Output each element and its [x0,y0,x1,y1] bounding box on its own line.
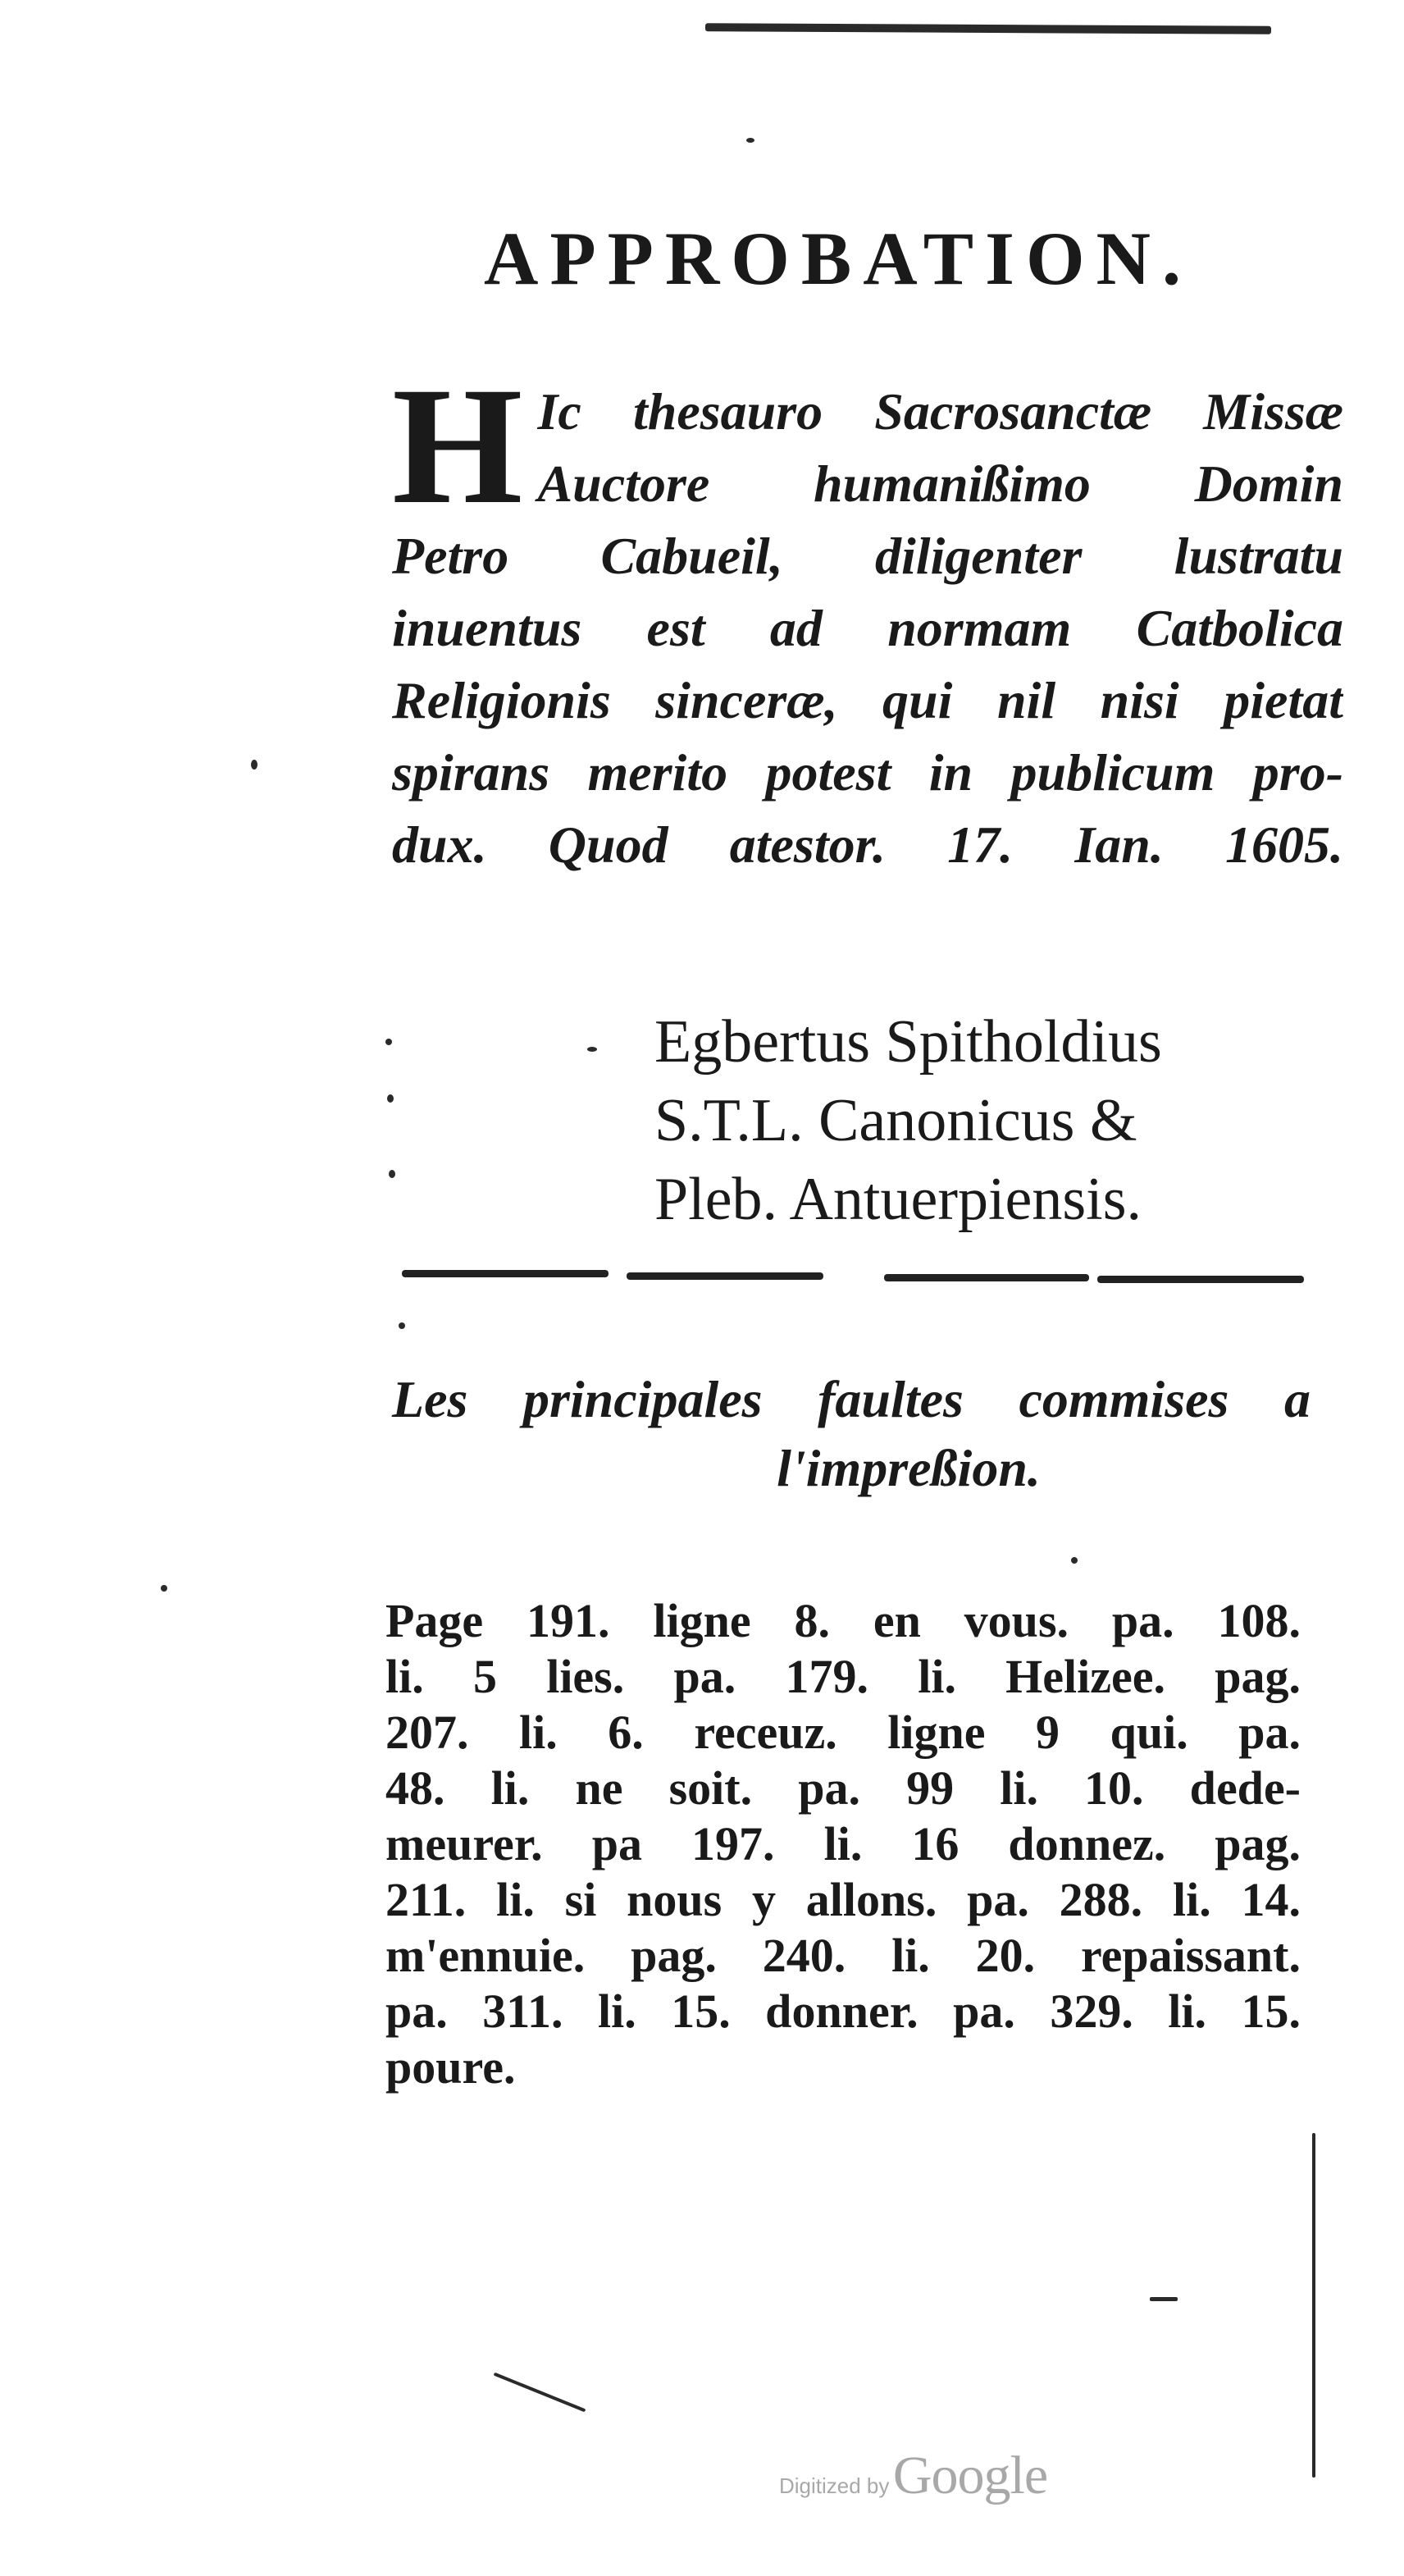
scan-speck [385,1039,392,1045]
approbation-line: Religionis sinceræ, qui nil nisi pietat [392,671,1343,729]
scan-speck [161,1585,167,1592]
errata-line: m'ennuie. pag. 240. li. 20. repaissant. [385,1929,1301,1982]
approbation-line: Petro Cabueil, diligenter lustratu [392,527,1343,585]
approbation-line: Ic thesauro Sacrosanctæ Missæ [537,382,1343,441]
signature-line: Pleb. Antuerpiensis. [654,1166,1142,1233]
signature-line: S.T.L. Canonicus & [654,1087,1137,1154]
errata-line: li. 5 lies. pa. 179. li. Helizee. pag. [385,1650,1301,1703]
approbation-line: dux. Quod atestor. 17. Ian. 1605. [392,815,1343,874]
errata-line: poure. [385,2040,516,2094]
signature-line: Egbertus Spitholdius [654,1008,1162,1076]
errata-line: pa. 311. li. 15. donner. pa. 329. li. 15. [385,1985,1301,2038]
approbation-line: spirans merito potest in publicum pro- [392,743,1343,802]
digitized-by-label: Digitized by [779,2473,890,2498]
errata-list [385,1593,1301,2095]
scan-speck [587,1047,597,1052]
section-divider [627,1272,823,1280]
scan-mark [494,2373,586,2413]
approbation-line: Auctore humanißimo Domin [537,454,1343,513]
errata-line: meurer. pa 197. li. 16 donnez. pag. [385,1817,1301,1870]
section-divider [1097,1276,1304,1283]
errata-line: 48. li. ne soit. pa. 99 li. 10. dede- [385,1761,1301,1815]
top-ornament-rule [705,23,1271,34]
scan-speck [389,1170,395,1178]
scan-edge-line [1312,2133,1315,2478]
errata-heading-line: Les principales faultes commises a [392,1370,1311,1428]
errata-line: 211. li. si nous y allons. pa. 288. li. 14. [385,1873,1301,1926]
page-title: APPROBATION. [484,217,1192,300]
digitization-watermark [779,2445,1107,2507]
section-divider [884,1274,1089,1281]
approbation-line: inuentus est ad normam Catbolica [392,599,1343,657]
errata-heading-line: l'impreßion. [777,1439,1041,1497]
section-divider [402,1270,609,1277]
scan-speck [746,138,754,143]
errata-line: 207. li. 6. receuz. ligne 9 qui. pa. [385,1706,1301,1759]
drop-cap: H [392,376,523,539]
scan-speck [251,760,258,770]
errata-heading [392,1365,1311,1503]
scan-mark [1150,2297,1178,2301]
scan-speck [399,1322,405,1329]
errata-line: Page 191. ligne 8. en vous. pa. 108. [385,1594,1301,1647]
scan-speck [387,1094,394,1103]
scan-speck [1071,1557,1078,1564]
signature-block [654,1003,1335,1239]
approbation-text [392,376,1343,881]
google-logo: Google [892,2446,1048,2505]
